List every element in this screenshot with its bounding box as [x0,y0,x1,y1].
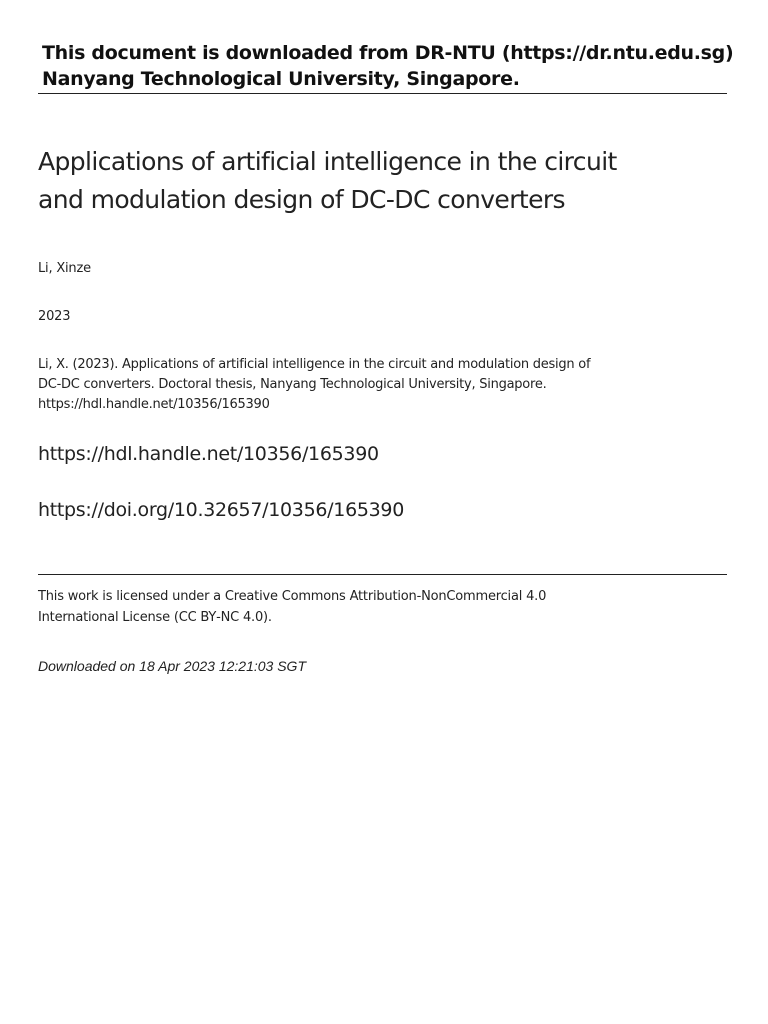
citation-line-1: Li, X. (2023). Applications of artificial intelligence in the circuit and modulation design of [38,357,591,372]
license-statement [38,586,678,628]
repository-header [42,40,734,92]
license-divider [38,574,727,575]
author-name: Li, Xinze [38,261,91,276]
header-source-line: This document is downloaded from DR‑NTU (https://dr.ntu.edu.sg) [42,42,734,64]
title-line-1: Applications of artificial intelligence in the circuit [38,147,617,176]
citation-line-2: DC‑DC converters. Doctoral thesis, Nanyang Technological University, Singapore. [38,377,547,392]
document-title [38,143,718,219]
publication-year: 2023 [38,309,71,324]
citation-line-3: https://hdl.handle.net/10356/165390 [38,397,270,412]
hdl-link[interactable]: https://hdl.handle.net/10356/165390 [38,443,379,465]
license-line-2: International License (CC BY‑NC 4.0). [38,610,272,625]
header-institution-line: Nanyang Technological University, Singapore. [42,68,520,90]
download-timestamp: Downloaded on 18 Apr 2023 12:21:03 SGT [38,658,307,674]
license-line-1: This work is licensed under a Creative Commons Attribution‑NonCommercial 4.0 [38,589,547,604]
doi-link[interactable]: https://doi.org/10.32657/10356/165390 [38,499,405,521]
citation [38,355,678,415]
title-line-2: and modulation design of DC‑DC converters [38,185,565,214]
header-divider [38,93,727,94]
